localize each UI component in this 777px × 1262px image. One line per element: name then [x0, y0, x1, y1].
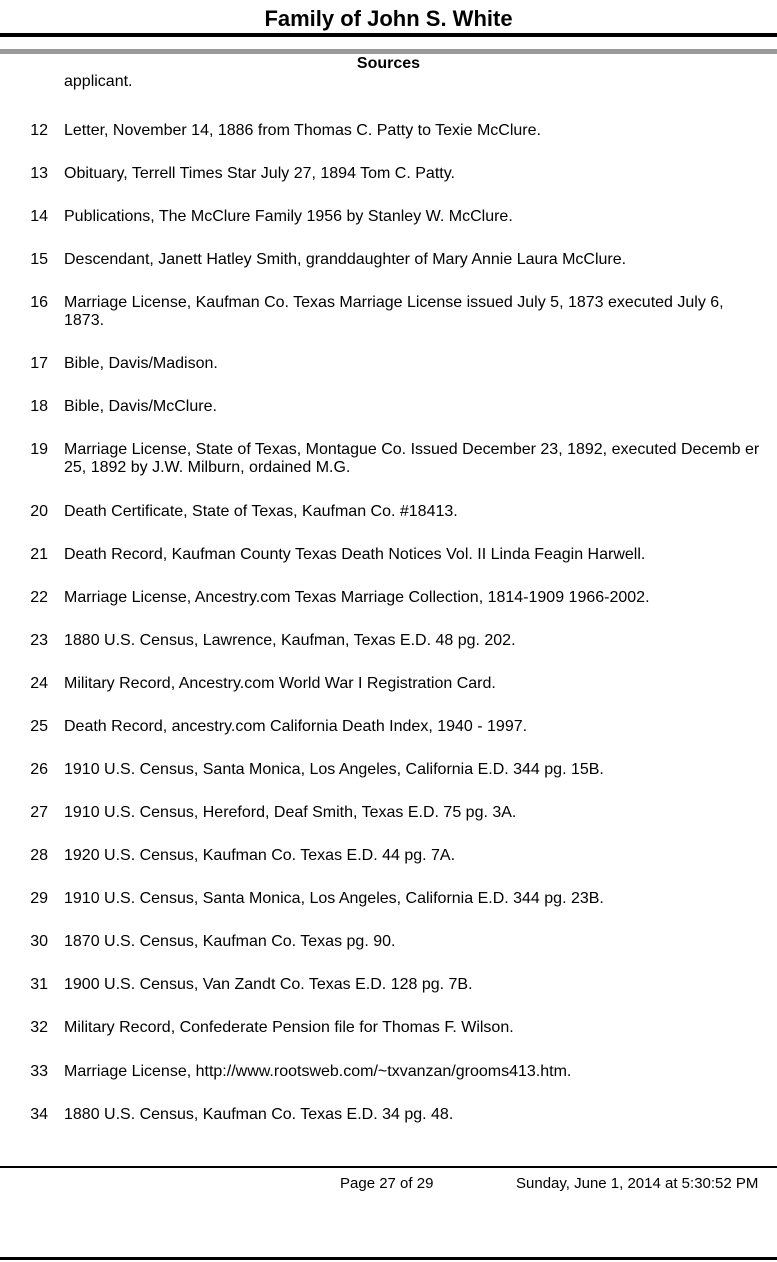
entry-number: 13: [30, 165, 48, 182]
entry-number: 27: [30, 804, 48, 821]
header-rule-gray: [0, 49, 777, 54]
entry-text: 1880 U.S. Census, Kaufman Co. Texas E.D. 34 pg. 48.: [64, 1106, 454, 1123]
entry-text: Military Record, Confederate Pension file for Thomas F. Wilson.: [64, 1019, 514, 1036]
entry-text: Death Record, ancestry.com California Death Index, 1940 - 1997.: [64, 718, 528, 735]
entry-number: 17: [30, 355, 48, 372]
entry-text: Publications, The McClure Family 1956 by Stanley W. McClure.: [64, 208, 513, 225]
entry-text: Marriage License, Kaufman Co. Texas Marriage License issued July 5, 1873 executed July 6, 1873.: [64, 294, 724, 329]
entry-text: Bible, Davis/McClure.: [64, 398, 217, 415]
entry-number: 30: [30, 933, 48, 950]
print-datetime: Sunday, June 1, 2014 at 5:30:52 PM: [516, 1175, 759, 1192]
entry-number: 22: [30, 589, 48, 606]
section-heading: Sources: [356, 55, 421, 72]
entry-number: 16: [30, 294, 48, 311]
entry-number: 23: [30, 632, 48, 649]
entry-number: 12: [30, 122, 48, 139]
entry-number: 25: [30, 718, 48, 735]
entry-text: 1910 U.S. Census, Santa Monica, Los Angeles, California E.D. 344 pg. 15B.: [64, 761, 604, 778]
entry-text: Death Certificate, State of Texas, Kaufman Co. #18413.: [64, 503, 458, 520]
entry-number: 19: [30, 441, 48, 458]
entry-text: 1900 U.S. Census, Van Zandt Co. Texas E.D. 128 pg. 7B.: [64, 976, 473, 993]
entry-number: 32: [30, 1019, 48, 1036]
entry-text: Marriage License, http://www.rootsweb.com/~txvanzan/grooms413.htm.: [64, 1063, 572, 1080]
entry-number: 31: [30, 976, 48, 993]
entry-text: Letter, November 14, 1886 from Thomas C. Patty to Texie McClure.: [64, 122, 541, 139]
page-number: Page 27 of 29: [340, 1175, 434, 1192]
entry-text: Descendant, Janett Hatley Smith, granddaughter of Mary Annie Laura McClure.: [64, 251, 627, 268]
bottom-rule: [0, 1257, 777, 1260]
entry-text: Marriage License, Ancestry.com Texas Marriage Collection, 1814-1909 1966-2002.: [64, 589, 650, 606]
entry-text: 1910 U.S. Census, Santa Monica, Los Angeles, California E.D. 344 pg. 23B.: [64, 890, 604, 907]
entry-number: 34: [30, 1106, 48, 1123]
entry-number: 20: [30, 503, 48, 520]
footer-rule: [0, 1166, 777, 1168]
entry-number: 33: [30, 1063, 48, 1080]
entry-number: 21: [30, 546, 48, 563]
entry-number: 28: [30, 847, 48, 864]
page-title: Family of John S. White: [264, 6, 513, 31]
entry-number: 26: [30, 761, 48, 778]
entry-number: 15: [30, 251, 48, 268]
entry-text: 1910 U.S. Census, Hereford, Deaf Smith, Texas E.D. 75 pg. 3A.: [64, 804, 517, 821]
entry-text: 1920 U.S. Census, Kaufman Co. Texas E.D. 44 pg. 7A.: [64, 847, 456, 864]
entry-text: Obituary, Terrell Times Star July 27, 1894 Tom C. Patty.: [64, 165, 455, 182]
entry-text: Marriage License, State of Texas, Montague Co. Issued December 23, 1892, executed Decemb er 25, 1892 by J.W. Milburn, ordained M.G.: [64, 441, 760, 476]
entry-text: Death Record, Kaufman County Texas Death Notices Vol. II Linda Feagin Harwell.: [64, 546, 646, 563]
continued-text: applicant.: [64, 73, 133, 90]
entry-text: 1870 U.S. Census, Kaufman Co. Texas pg. 90.: [64, 933, 396, 950]
entry-number: 29: [30, 890, 48, 907]
entry-number: 18: [30, 398, 48, 415]
entry-number: 14: [30, 208, 48, 225]
entry-text: 1880 U.S. Census, Lawrence, Kaufman, Texas E.D. 48 pg. 202.: [64, 632, 516, 649]
header-rule: [0, 33, 777, 37]
entry-number: 24: [30, 675, 48, 692]
entry-text: Bible, Davis/Madison.: [64, 355, 218, 372]
entry-text: Military Record, Ancestry.com World War I Registration Card.: [64, 675, 496, 692]
